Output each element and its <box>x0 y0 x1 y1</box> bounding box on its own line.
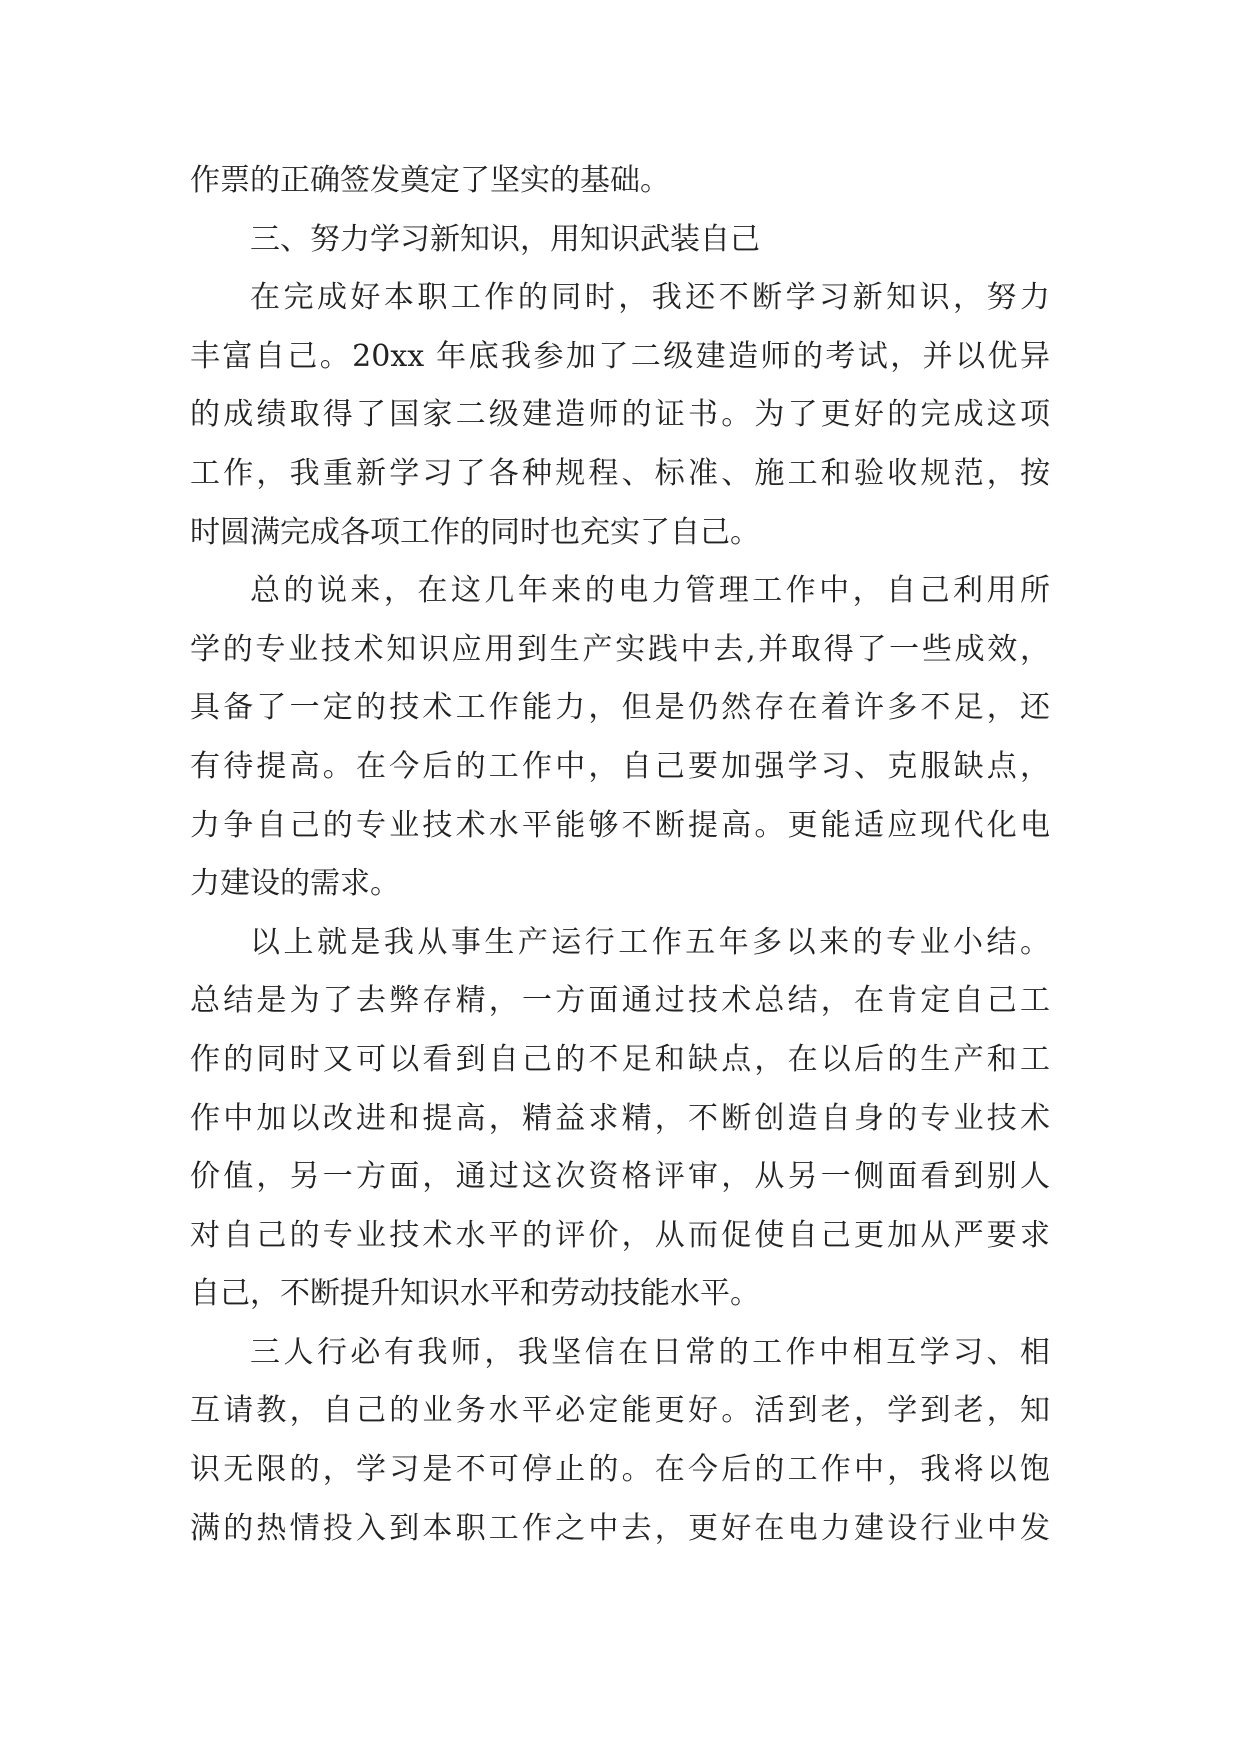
paragraph-line: 以上就是我从事生产运行工作五年多以来的专业小结。 <box>250 924 1050 960</box>
paragraph-line: 自己，不断提升知识水平和劳动技能水平。 <box>190 1276 760 1312</box>
paragraph-line: 有待提高。在今后的工作中，自己要加强学习、克服缺点， <box>190 748 1050 784</box>
paragraph-line: 时圆满完成各项工作的同时也充实了自己。 <box>190 514 760 550</box>
paragraph-line: 力建设的需求。 <box>190 866 400 902</box>
paragraph-line: 学的专业技术知识应用到生产实践中去,并取得了一些成效， <box>190 631 1050 667</box>
document-body <box>190 152 1050 1558</box>
paragraph-line: 作的同时又可以看到自己的不足和缺点，在以后的生产和工 <box>190 1041 1050 1077</box>
paragraph-line: 价值，另一方面，通过这次资格评审，从另一侧面看到别人 <box>190 1159 1050 1195</box>
paragraph-line: 丰富自己。20xx 年底我参加了二级建造师的考试，并以优异 <box>190 338 1050 374</box>
paragraph-line: 力争自己的专业技术水平能够不断提高。更能适应现代化电 <box>190 807 1050 843</box>
paragraph-line: 在完成好本职工作的同时，我还不断学习新知识，努力 <box>250 280 1050 316</box>
paragraph-line: 作票的正确签发奠定了坚实的基础。 <box>190 163 670 198</box>
paragraph-line: 工作，我重新学习了各种规程、标准、施工和验收规范，按 <box>190 455 1050 491</box>
paragraph-line: 三人行必有我师，我坚信在日常的工作中相互学习、相 <box>250 1334 1050 1370</box>
section-heading: 三、努力学习新知识，用知识武装自己 <box>250 221 760 257</box>
paragraph-line: 的成绩取得了国家二级建造师的证书。为了更好的完成这项 <box>190 397 1050 433</box>
paragraph-line: 总的说来，在这几年来的电力管理工作中，自己利用所 <box>250 573 1050 609</box>
paragraph-line: 互请教，自己的业务水平必定能更好。活到老，学到老，知 <box>190 1393 1050 1429</box>
paragraph-line: 对自己的专业技术水平的评价，从而促使自己更加从严要求 <box>190 1217 1050 1253</box>
paragraph-line: 作中加以改进和提高，精益求精，不断创造自身的专业技术 <box>190 1100 1050 1136</box>
paragraph-line: 总结是为了去弊存精，一方面通过技术总结，在肯定自己工 <box>190 983 1050 1019</box>
paragraph-line: 识无限的，学习是不可停止的。在今后的工作中，我将以饱 <box>190 1452 1050 1488</box>
paragraph-line: 满的热情投入到本职工作之中去，更好在电力建设行业中发 <box>190 1510 1050 1546</box>
paragraph-line: 具备了一定的技术工作能力，但是仍然存在着许多不足，还 <box>190 690 1050 726</box>
